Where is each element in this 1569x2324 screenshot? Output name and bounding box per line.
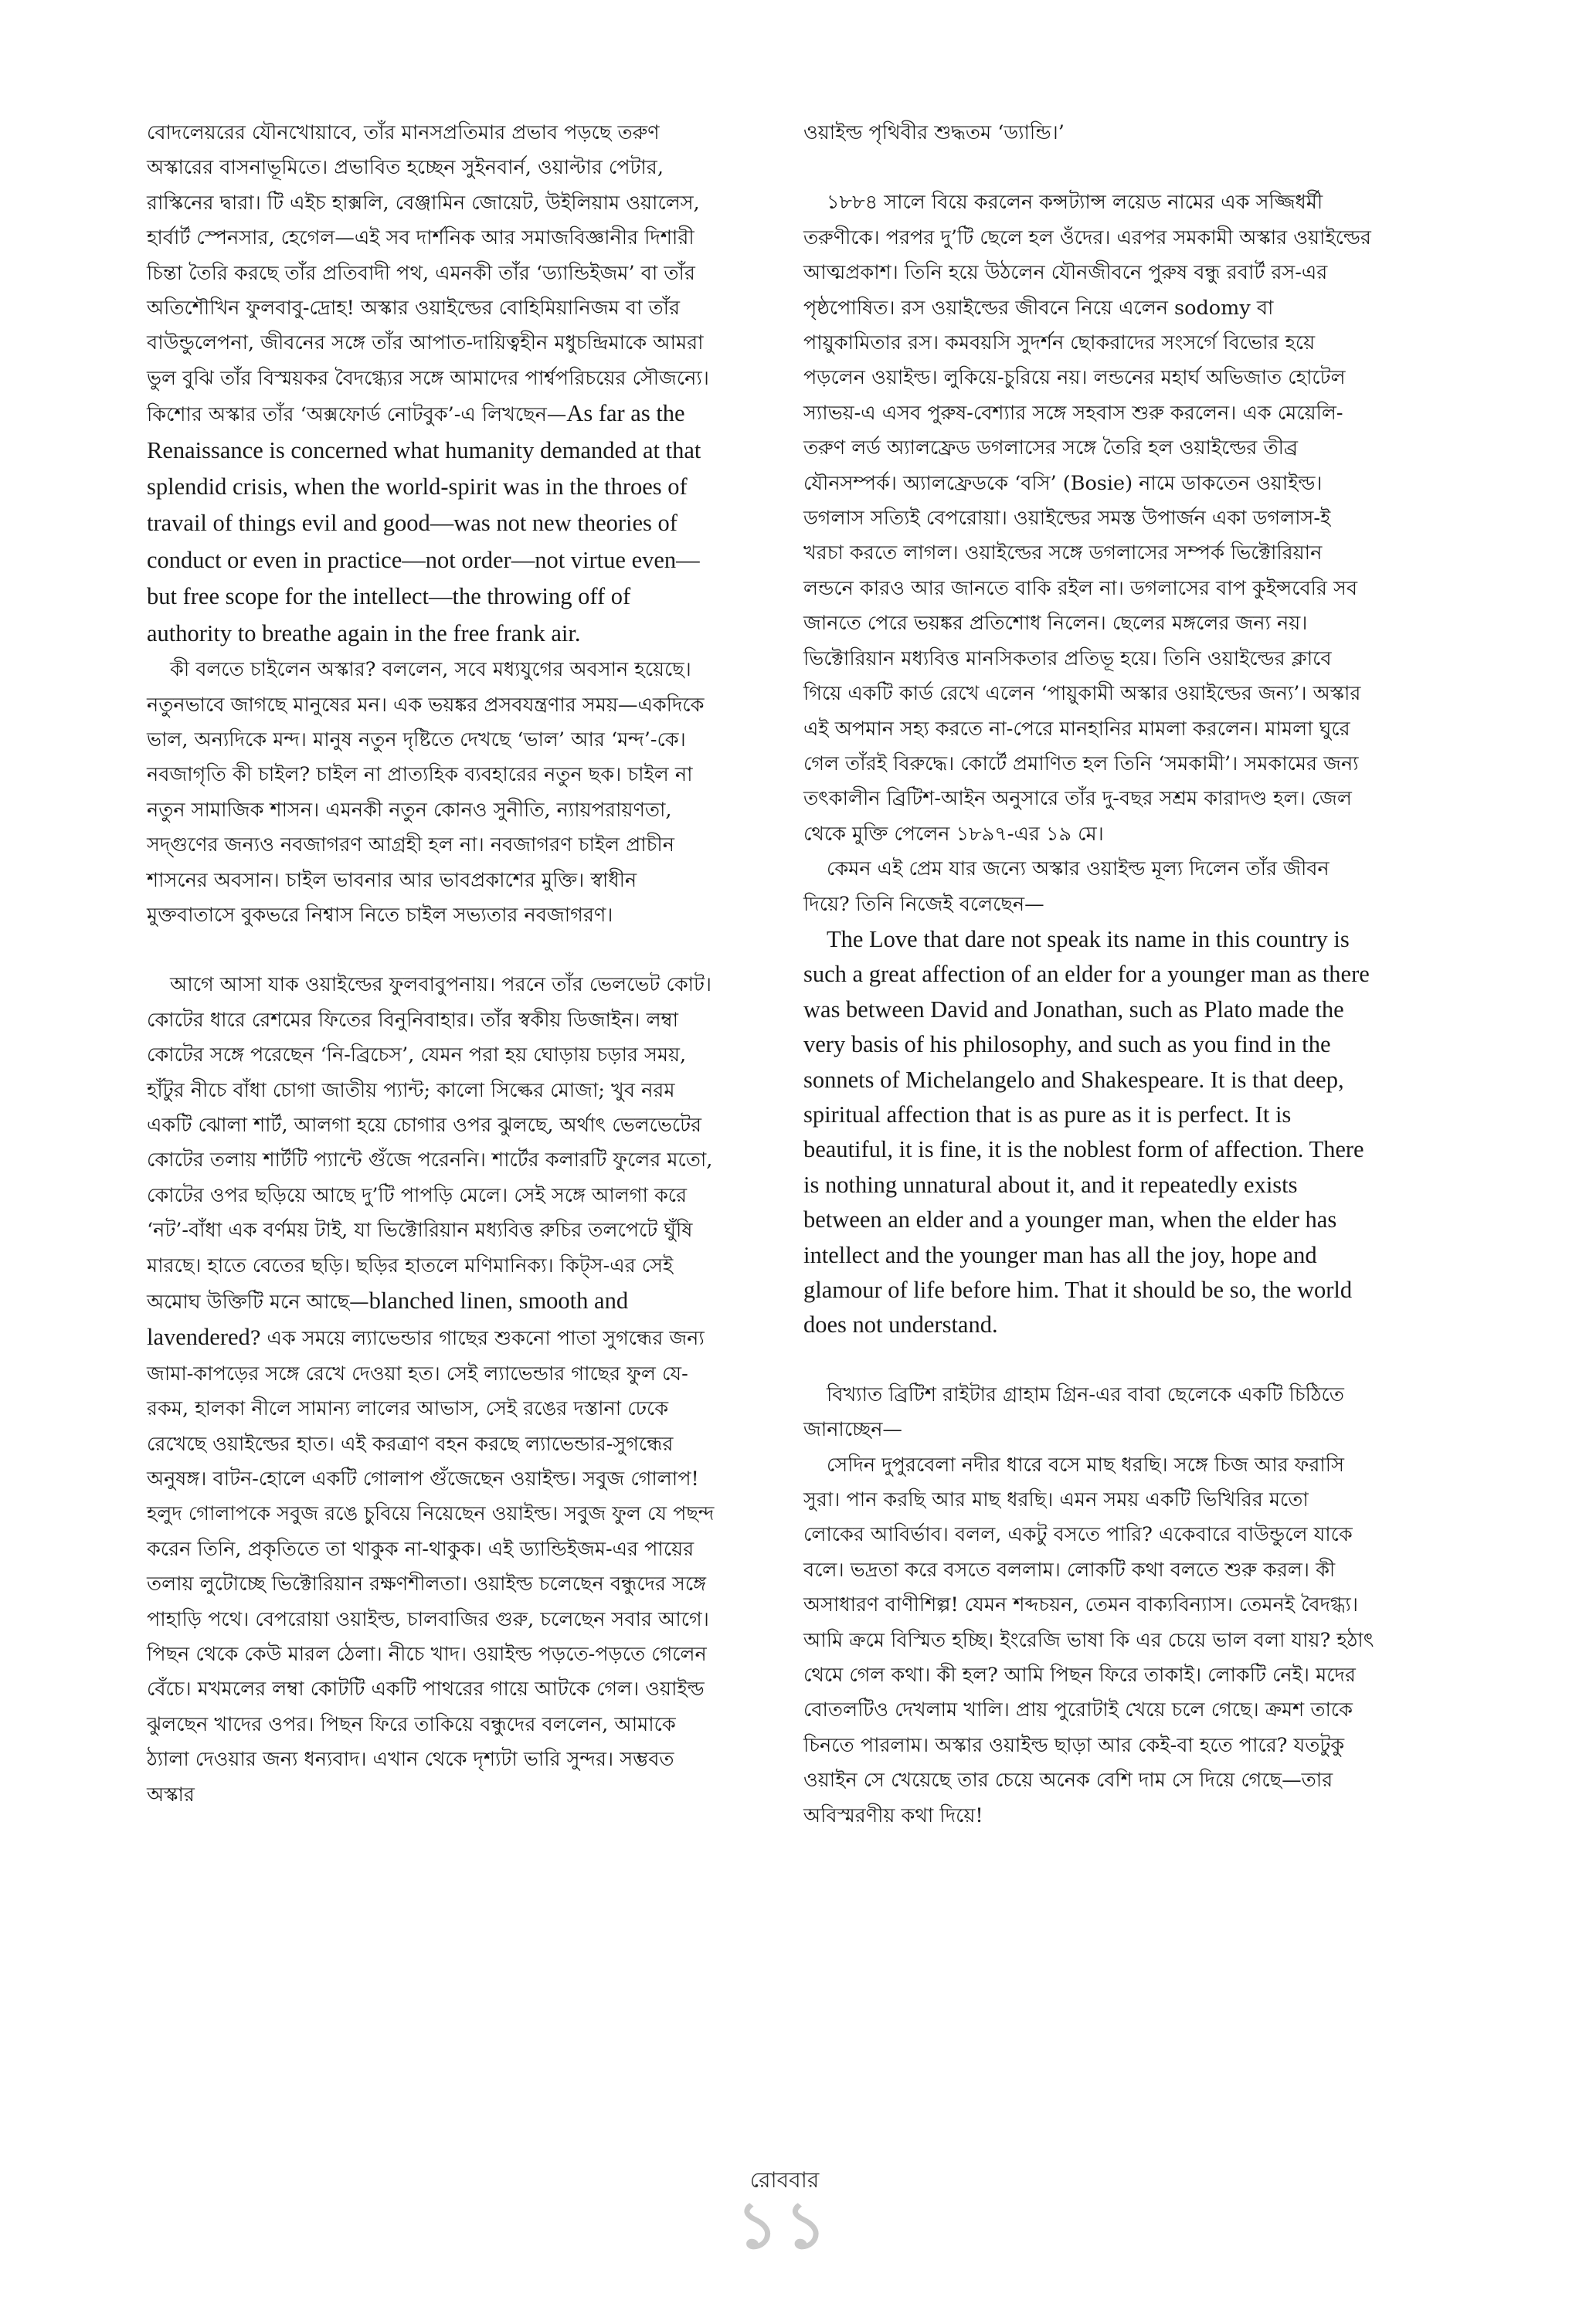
paragraph-gap (147, 933, 718, 968)
right-paragraph-3: কেমন এই প্রেম যার জন্যে অস্কার ওয়াইল্ড মূল্য দিলেন তাঁর জীবন দিয়ে? তিনি নিজেই বলেছেন— (803, 857, 1330, 916)
left-paragraph-2: কী বলতে চাইলেন অস্কার? বললেন, সবে মধ্যযুগের অবসান হয়েছে। নতুনভাবে জাগছে মানুষের মন। এক ভয়ঙ্কর প্রসবযন্ত্রণার সময়—একদিকে ভাল, অন্যদিকে মন্দ। মানুষ নতুন দৃষ্টিতে দেখছে ‘ভাল’ আর ‘মন্দ’-কে। নবজাগৃতি কী চাইল? চাইল না প্রাত্যহিক ব্যবহারের নতুন ছক। চাইল না নতুন সামাজিক শাসন। এমনকী নতুন কোনও সুনীতি, ন্যায়পরায়ণতা, সদ্‌গুণের জন্যও নবজাগরণ আগ্রহী হল না। নবজাগরণ চাইল প্রাচীন শাসনের অবসান। চাইল ভাবনার আর ভাবপ্রকাশের মুক্তি। স্বাধীন মুক্তবাতাসে বুকভরে নিশ্বাস নিতে চাইল সভ্যতার নবজাগরণ। (147, 658, 705, 927)
left-paragraph-1-text: বোদলেয়রের যৌনখোয়াবে, তাঁর মানসপ্রতিমার প্রভাব পড়ছে তরুণ অস্কারের বাসনাভূমিতে। প্রভাবিত হচ্ছেন সুইনবার্ন, ওয়াল্টার পেটার, রাস্কিনের দ্বারা। টি এইচ হাক্সলি, বেঞ্জামিন জোয়েট, উইলিয়াম ওয়ালেস, হার্বার্ট স্পেনসার, হেগেল—এই সব দার্শনিক আর সমাজবিজ্ঞানীর দিশারী চিন্তা তৈরি করছে তাঁর প্রতিবাদী পথ, এমনকী তাঁর ‘ড্যান্ডিইজম’ বা তাঁর অতিশৌখিন ফুলবাবু-দ্রোহ! অস্কার ওয়াইল্ডের বোহিমিয়ানিজম বা তাঁর বাউন্ডুলেপনা, জীবনের সঙ্গে তাঁর আপাত-দায়িত্বহীন মধুচন্দ্রিমাকে আমরা ভুল বুঝি তাঁর বিস্ময়কর বৈদগ্ধ্যের সঙ্গে আমাদের পার্শ্বপরিচয়ের সৌজন্যে। কিশোর অস্কার তাঁর ‘অক্সফোর্ড নোটবুক’-এ লিখছেন— (147, 121, 709, 427)
page-number: ১১ (735, 2187, 833, 2263)
right-column (803, 116, 1375, 1834)
left-paragraph-3-rest: ? এক সময়ে ল্যাভেন্ডার গাছের শুকনো পাতা সুগন্ধের জন্য জামা-কাপড়ের সঙ্গে রেখে দেওয়া হত। সেই ল্যাভেন্ডার গাছের ফুল যে-রকম, হালকা নীলে সামান্য লালের আভাস, সেই রঙের দস্তানা ঢেকে রেখেছে ওয়াইল্ডের হাত। এই করত্রাণ বহন করছে ল্যাভেন্ডার-সুগন্ধের অনুষঙ্গ। বাটন-হোলে একটি গোলাপ গুঁজেছেন ওয়াইল্ড। সবুজ গোলাপ! হলুদ গোলাপকে সবুজ রঙে চুবিয়ে নিয়েছেন ওয়াইল্ড। সবুজ ফুল যে পছন্দ করেন তিনি, প্রকৃতিতে তা থাকুক না-থাকুক। এই ড্যান্ডিইজম-এর পায়ের তলায় লুটোচ্ছে ভিক্টোরিয়ান রক্ষণশীলতা। ওয়াইল্ড চলেছেন বন্ধুদের সঙ্গে পাহাড়ি পথে। বেপরোয়া ওয়াইল্ড, চালবাজির গুরু, চলেছেন সবার আগে। পিছন থেকে কেউ মারল ঠেলা। নীচে খাদ। ওয়াইল্ড পড়তে-পড়তে গেলেন বেঁচে। মখমলের লম্বা কোটটি একটি পাথরের গায়ে আটকে গেল। ওয়াইল্ড ঝুলছেন খাদের ওপর। পিছন ফিরে তাকিয়ে বন্ধুদের বললেন, আমাকে ঠ্যালা দেওয়ার জন্য ধন্যবাদ। এখান থেকে দৃশ্যটা ভারি সুন্দর। সম্ভবত অস্কার (147, 1327, 715, 1807)
renaissance-quote: As far as the Renaissance is concerned what humanity demanded at that splendid crisis, when the world-spirit was in the throes of travail of things evil and good—was not new theories of conduct or even in practice—not order—not virtue even—but free scope for the intellect—the throwing off of authority to breathe again in the free frank air. (147, 400, 701, 646)
right-paragraph-5: বিখ্যাত ব্রিটিশ রাইটার গ্রাহাম গ্রিন-এর বাবা ছেলেকে একটি চিঠিতে জানাচ্ছেন— (803, 1383, 1344, 1442)
wilde-love-quote: The Love that dare not speak its name in this country is such a great affection of an elder for a younger man as there was between David and Jonathan, such as Plato made the very basis of his philosophy, and such as you find in the sonnets of Michelangelo and Shakespeare. It is that deep, spiritual affection that is as pure as it is perfect. It is beautiful, it is fine, it is the noblest form of affection. There is nothing unnatural about it, and it repeatedly exists between an elder and a younger man, when the elder has intellect and the younger man has all the joy, hope and glamour of life before him. That it should be so, the world does not understand. (803, 925, 1370, 1338)
paragraph-gap (803, 151, 1375, 185)
left-paragraph-3-text: আগে আসা যাক ওয়াইল্ডের ফুলবাবুপনায়। পরনে তাঁর ভেলভেট কোট। কোটের ধারে রেশমের ফিতের বিনুনিবাহার। তাঁর স্বকীয় ডিজাইন। লম্বা কোটের সঙ্গে পরেছেন ‘নি-ব্রিচেস’, যেমন পরা হয় ঘোড়ায় চড়ার সময়, হাঁটুর নীচে বাঁধা চোগা জাতীয় প্যান্ট; কালো সিল্কের মোজা; খুব নরম একটি ঝোলা শার্ট, আলগা হয়ে চোগার ওপর ঝুলছে, অর্থাৎ ভেলভেটের কোটের তলায় শার্টটি প্যান্টে গুঁজে পরেননি। শার্টের কলারটি ফুলের মতো, কোটের ওপর ছড়িয়ে আছে দু’টি পাপড়ি মেলে। সেই সঙ্গে আলগা করে ‘নট’-বাঁধা এক বর্ণময় টাই, যা ভিক্টোরিয়ান মধ্যবিত্ত রুচির তলপেটে ঘুঁষি মারছে। হাতে বেতের ছড়ি। ছড়ির হাতলে মণিমানিক্য। কিট্‌স-এর সেই অমোঘ উক্তিটি মনে আছে— (147, 973, 713, 1314)
left-paragraph-1 (147, 116, 718, 653)
magazine-name: রোববার (749, 2167, 820, 2193)
paragraph-gap (803, 1343, 1375, 1378)
keats-quote: blanched linen, smooth and lavendered (147, 1288, 629, 1351)
right-paragraph-2: ১৮৮৪ সালে বিয়ে করলেন কন্সট্যান্স লয়েড নামের এক সজ্জিধর্মী তরুণীকে। পরপর দু’টি ছেলে হল ওঁদের। এরপর সমকামী অস্কার ওয়াইল্ডের আত্মপ্রকাশ। তিনি হয়ে উঠলেন যৌনজীবনে পুরুষ বন্ধু রবার্ট রস-এর পৃষ্ঠপোষিত। রস ওয়াইল্ডের জীবনে নিয়ে এলেন sodomy বা পায়ুকামিতার রস। কমবয়সি সুদর্শন ছোকরাদের সংসর্গে বিভোর হয়ে পড়লেন ওয়াইল্ড। লুকিয়ে-চুরিয়ে নয়। লন্ডনের মহার্ঘ অভিজাত হোটেল স্যাভয়-এ এসব পুরুষ-বেশ্যার সঙ্গে সহবাস শুরু করলেন। এক মেয়েলি-তরুণ লর্ড অ্যালফ্রেড ডগলাসের সঙ্গে তৈরি হল ওয়াইল্ডের তীব্র যৌনসম্পর্ক। অ্যালফ্রেডকে ‘বসি’ (Bosie) নামে ডাকতেন ওয়াইল্ড। ডগলাস সত্যিই বেপরোয়া। ওয়াইল্ডের সমস্ত উপার্জন একা ডগলাস-ই খরচা করতে লাগল। ওয়াইল্ডের সঙ্গে ডগলাসের সম্পর্ক ভিক্টোরিয়ান লন্ডনে কারও আর জানতে বাকি রইল না। ডগলাসের বাপ কুইন্সবেরি সব জানতে পেরে ভয়ঙ্কর প্রতিশোধ নিলেন। ছেলের মঙ্গলের জন্য নয়। ভিক্টোরিয়ান মধ্যবিত্ত মানসিকতার প্রতিভূ হয়ে। তিনি ওয়াইল্ডের ক্লাবে গিয়ে একটি কার্ড রেখে এলেন ‘পায়ুকামী অস্কার ওয়াইল্ডের জন্য’। অস্কার এই অপমান সহ্য করতে না-পেরে মানহানির মামলা করলেন। মামলা ঘুরে গেল তাঁরই বিরুদ্ধে। কোর্টে প্রমাণিত হল তিনি ‘সমকামী’। সমকামের জন্য তৎকালীন ব্রিটিশ-আইন অনুসারে তাঁর দু-বছর সশ্রম কারাদণ্ড হল। জেল থেকে মুক্তি পেলেন ১৮৯৭-এর ১৯ মে। (803, 191, 1371, 846)
page-footer (0, 2166, 1569, 2263)
right-paragraph-1: ওয়াইল্ড পৃথিবীর শুদ্ধতম ‘ড্যান্ডি।’ (803, 121, 1065, 144)
left-paragraph-3 (147, 968, 718, 1813)
right-paragraph-6: সেদিন দুপুরবেলা নদীর ধারে বসে মাছ ধরছি। সঙ্গে চিজ আর ফরাসি সুরা। পান করছি আর মাছ ধরছি। এমন সময় একটি ভিখিরির মতো লোকের আবির্ভাব। বলল, একটু বসতে পারি? একেবারে বাউন্ডুলে যাকে বলে। ভদ্রতা করে বসতে বললাম। লোকটি কথা বলতে শুরু করল। কী অসাধারণ বাণীশিল্প! যেমন শব্দচয়ন, তেমন বাক্যবিন্যাস। তেমনই বৈদগ্ধ্য। আমি ক্রমে বিস্মিত হচ্ছি। ইংরেজি ভাষা কি এর চেয়ে ভাল বলা যায়? হঠাৎ থেমে গেল কথা। কী হল? আমি পিছন ফিরে তাকাই। লোকটি নেই। মদের বোতলটিও দেখলাম খালি। প্রায় পুরোটাই খেয়ে চলে গেছে। ক্রমশ তাকে চিনতে পারলাম। অস্কার ওয়াইল্ড ছাড়া আর কেই-বা হতে পারে? যতটুকু ওয়াইন সে খেয়েছে তার চেয়ে অনেক বেশি দাম সে দিয়ে গেছে—তার অবিস্মরণীয় কথা দিয়ে! (803, 1453, 1374, 1827)
left-column (147, 116, 718, 1813)
